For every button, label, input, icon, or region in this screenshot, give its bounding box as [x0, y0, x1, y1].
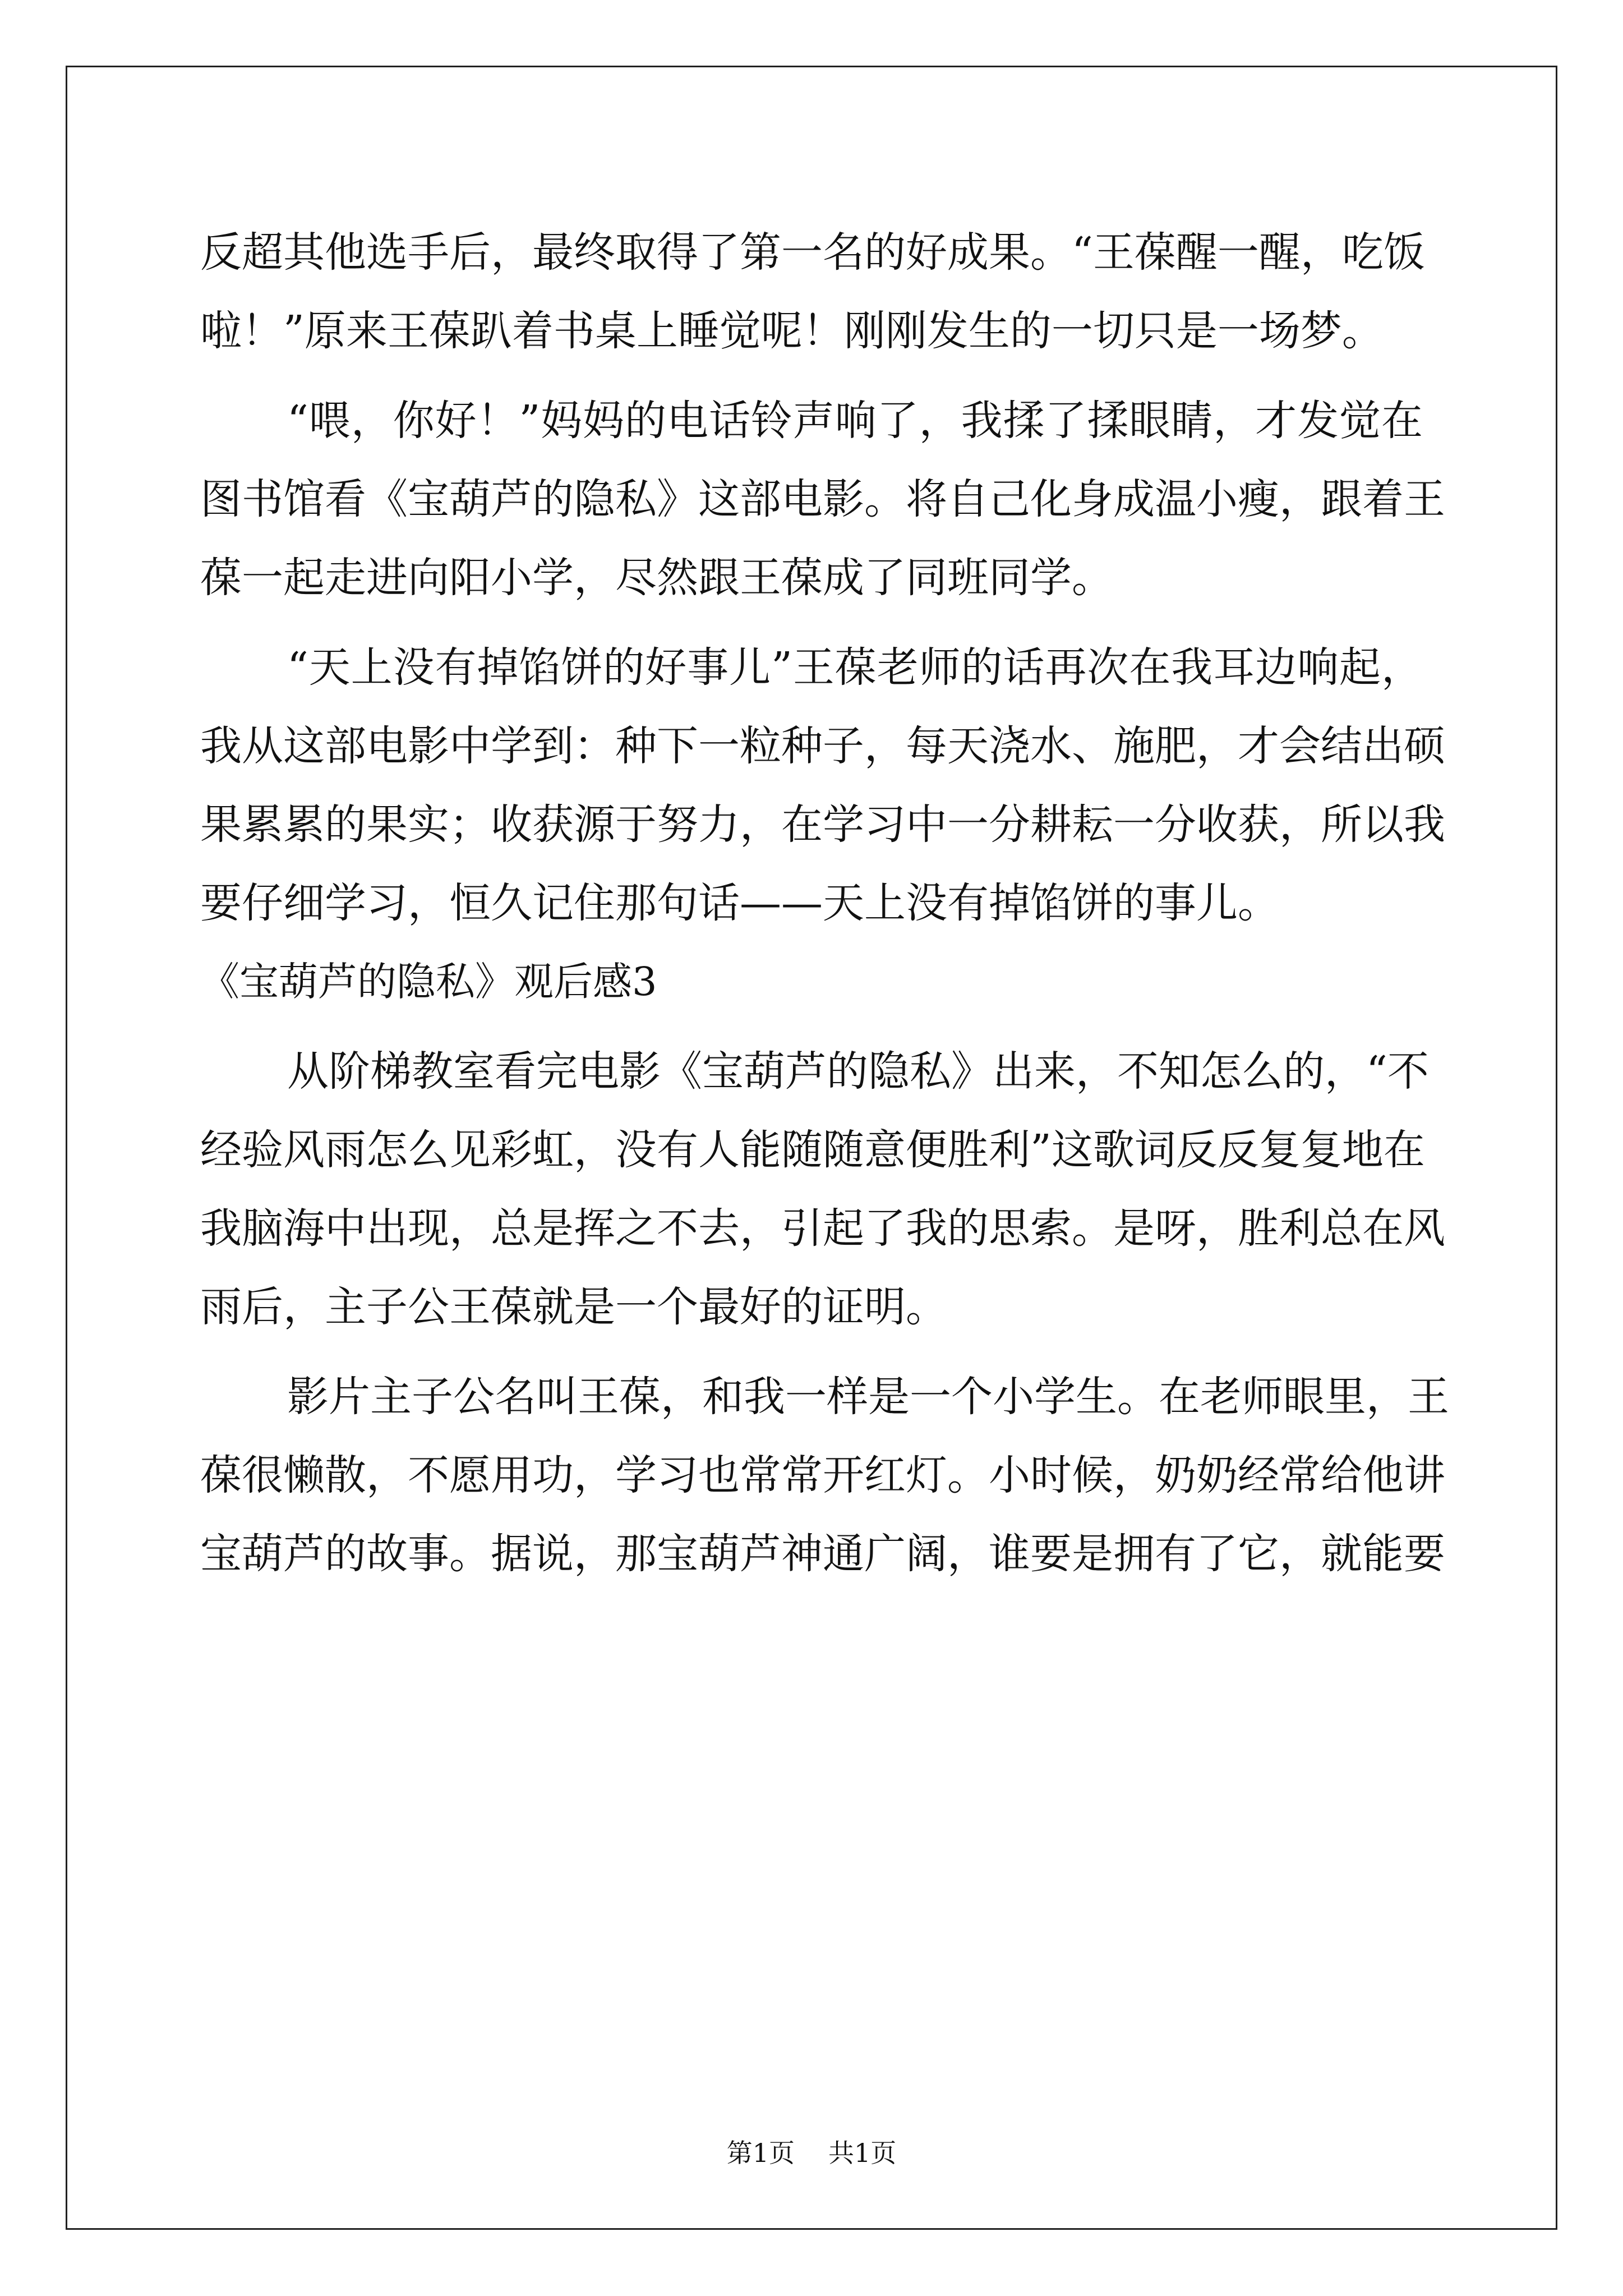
page-total: 共1页: [828, 2138, 897, 2168]
text-line: 雨后，主子公王葆就是一个最好的证明。: [200, 1283, 947, 1331]
text-line: 啦！”原来王葆趴着书桌上睡觉呢！刚刚发生的一切只是一场梦。: [200, 307, 1384, 355]
text-line: 图书馆看《宝葫芦的隐私》这部电影。将自己化身成温小瘦，跟着王: [200, 475, 1445, 523]
text-line: “喂，你好！”妈妈的电话铃声响了，我揉了揉眼睛，才发觉在: [287, 397, 1423, 445]
text-line: 反超其他选手后，最终取得了第一名的好成果。“王葆醒一醒，吃饭: [200, 228, 1425, 277]
page-number: 第1页: [726, 2138, 795, 2168]
paragraph: [200, 213, 1423, 370]
text-line: 我脑海中出现，总是挥之不去，引起了我的思索。是呀，胜利总在风: [200, 1204, 1445, 1253]
text-line: 果累累的果实；收获源于努力，在学习中一分耕耘一分收获，所以我: [200, 800, 1445, 849]
paragraph: [200, 628, 1445, 942]
text-line: “天上没有掉馅饼的好事儿”王葆老师的话再次在我耳边响起，: [287, 643, 1423, 692]
text-line: 我从这部电影中学到：种下一粒种子，每天浇水、施肥，才会结出硕: [200, 722, 1445, 770]
section-title: 《宝葫芦的隐私》观后感3: [200, 959, 657, 1005]
paragraph: [200, 381, 1445, 617]
text-line: 影片主子公名叫王葆，和我一样是一个小学生。在老师眼里，王: [287, 1373, 1449, 1421]
text-line: 宝葫芦的故事。据说，那宝葫芦神通广阔，谁要是拥有了它，就能要: [200, 1530, 1445, 1578]
paragraph: [200, 1358, 1449, 1593]
text-line: 要仔细学习，恒久记住那句话——天上没有掉馅饼的事儿。: [200, 879, 1279, 927]
document-body: [200, 213, 1449, 1593]
paragraph: [200, 1032, 1445, 1346]
page-footer: [0, 2136, 1623, 2170]
text-line: 葆一起走进向阳小学，尽然跟王葆成了同班同学。: [200, 554, 1113, 602]
text-line: 经验风雨怎么见彩虹，没有人能随随意便胜利”这歌词反反复复地在: [200, 1126, 1425, 1174]
text-line: 葆很懒散，不愿用功，学习也常常开红灯。小时候，奶奶经常给他讲: [200, 1451, 1445, 1499]
text-line: 从阶梯教室看完电影《宝葫芦的隐私》出来，不知怎么的，“不: [287, 1047, 1429, 1096]
